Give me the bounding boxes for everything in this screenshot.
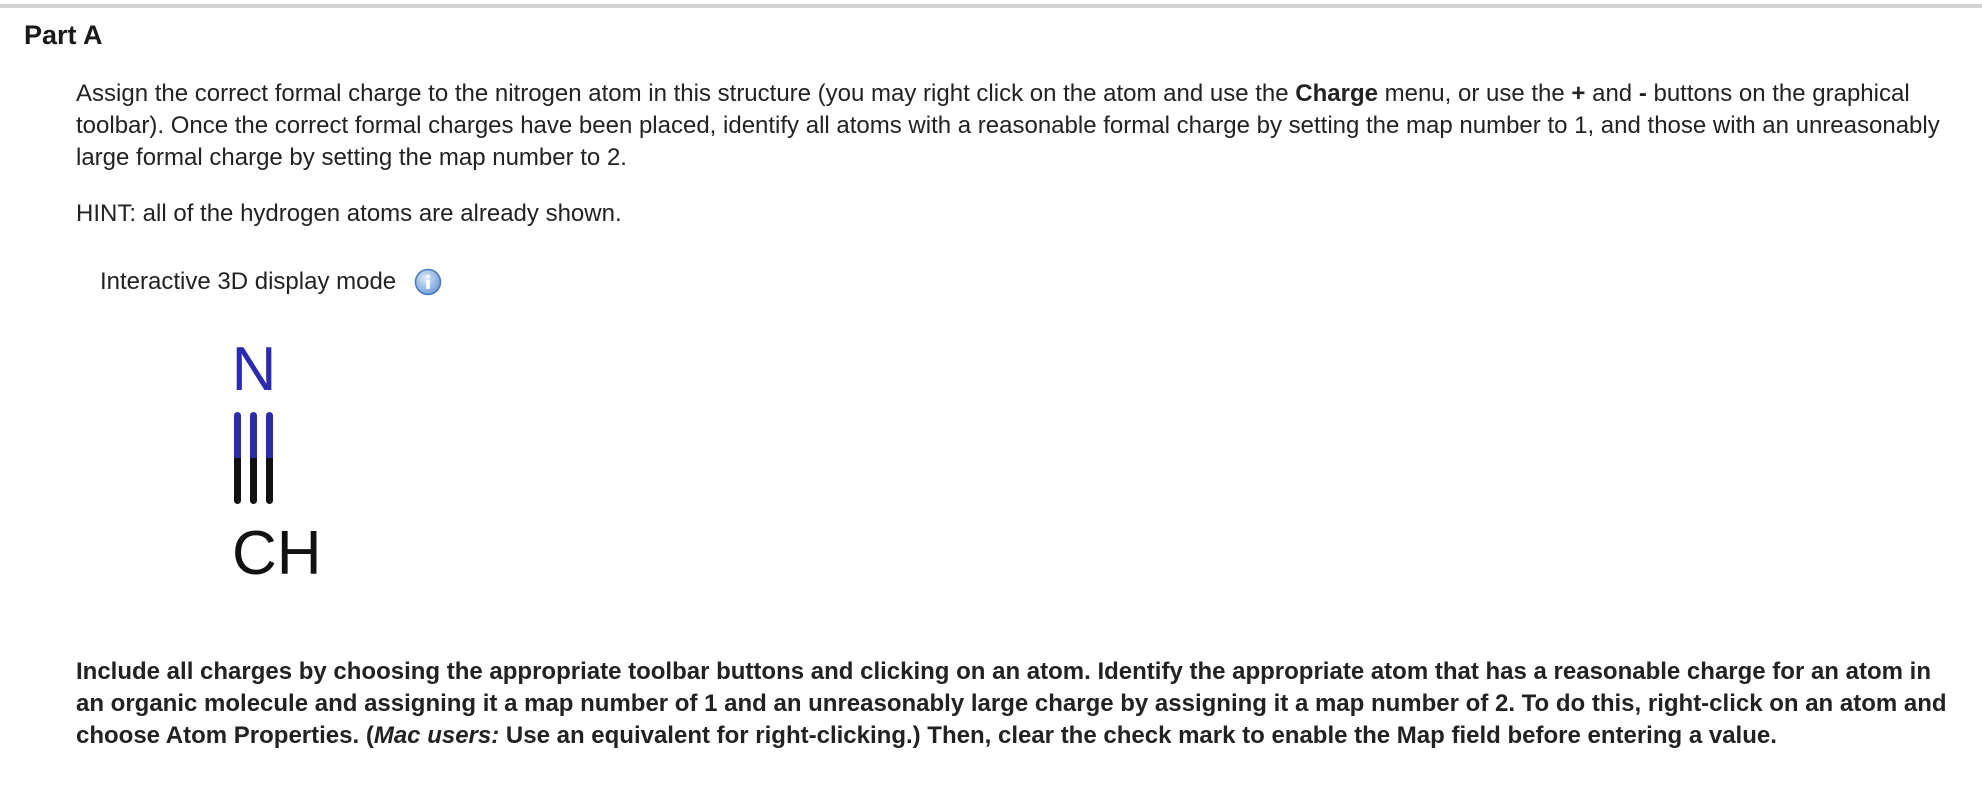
- instructions-text-2: Use an equivalent for right-clicking.) Then, clear the check mark to enable the Map field before entering a value.: [499, 722, 1777, 749]
- question-text-4: buttons on the graphical toolbar). Once the correct formal charges have been placed, identify all atoms with a reasonable formal charge by setting the map number to 1, and those with an unreasonably large formal charge by setting the map number to 2.: [76, 80, 1940, 171]
- carbon-atom[interactable]: CH: [232, 519, 322, 588]
- minus-term: -: [1638, 80, 1647, 107]
- display-mode-label: Interactive 3D display mode: [100, 268, 397, 295]
- triple-bond[interactable]: [234, 412, 273, 504]
- top-divider: [0, 4, 1982, 8]
- question-text: [76, 78, 1956, 174]
- plus-term: +: [1571, 80, 1586, 107]
- nitrogen-atom[interactable]: N: [231, 335, 277, 404]
- instructions-text: [76, 656, 1956, 752]
- mac-users-label: Mac users:: [373, 722, 500, 749]
- display-mode-row: [100, 266, 442, 298]
- charge-menu-term: Charge: [1295, 80, 1378, 107]
- info-icon[interactable]: [414, 268, 442, 296]
- instructions-text-1: Include all charges by choosing the appropriate toolbar buttons and clicking on an atom. Identify the appropriate atom that has a reasonable charge for an atom in an organic molecule and assigning it a map number of 1 and an unreasonably large charge by assigning it a map number of 2. To do this, right-click on an atom and choose Atom Properties. (: [76, 658, 1947, 749]
- part-title: Part A: [24, 20, 103, 50]
- question-text-2: menu, or use the: [1377, 80, 1572, 107]
- molecule-structure[interactable]: [220, 330, 380, 600]
- question-text-3: and: [1585, 80, 1639, 107]
- hint-text: HINT: all of the hydrogen atoms are already shown.: [76, 200, 622, 227]
- question-text-1: Assign the correct formal charge to the nitrogen atom in this structure (you may right click on the atom and use the: [76, 80, 1296, 107]
- question-body: [76, 78, 1956, 230]
